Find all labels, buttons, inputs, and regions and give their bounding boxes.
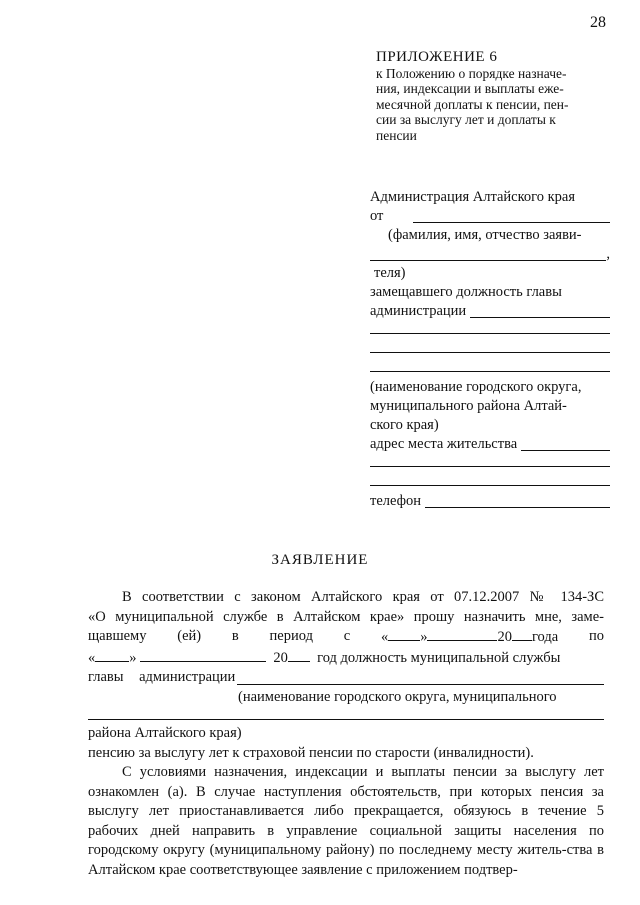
period-end-line	[88, 648, 604, 669]
district-caption: муниципального района Алтай-	[370, 398, 567, 414]
body-word: с	[343, 628, 351, 644]
applicant-name-field[interactable]	[413, 209, 610, 223]
statement-body	[88, 588, 604, 880]
address-line[interactable]	[370, 454, 610, 467]
page-number: 28	[590, 14, 606, 31]
district-caption-inline: (наименование городского округа, муниципального	[238, 688, 557, 705]
address-field[interactable]	[521, 437, 610, 451]
body-line: района Алтайского края)	[88, 725, 242, 741]
body-word: по	[588, 628, 604, 644]
end-day-field[interactable]	[95, 648, 129, 662]
appendix-line: к Положению о порядке назначе-	[376, 65, 567, 81]
phone-field[interactable]	[425, 494, 610, 508]
from-label: от	[370, 208, 384, 224]
fio-comma: ,	[606, 246, 610, 262]
appendix-line: сии за выслугу лет и доплаты к	[376, 112, 556, 127]
applicant-name-field-2[interactable]	[370, 247, 606, 261]
body-word: (ей)	[177, 628, 202, 644]
fio-caption: (фамилия, имя, отчество заяви-	[388, 227, 582, 243]
body-line: В соответствии с законом Алтайского края от 07.12.2007 № 134-ЗС	[122, 589, 604, 605]
quote-close: »	[129, 649, 137, 666]
end-month-field[interactable]	[140, 648, 266, 662]
body-paragraph: С условиями назначения, индексации и выплаты пенсии за выслугу лет ознакомлен (а). В случае наступления обстоятельств, при которых пенсия за выслугу лет приостанавливается либо прекращается, обязуюсь в течение 5 рабочих дней направить в управление социальной защиты населения по городскому округу (муниципальному району) по последнему месту житель-ства в Алтайском крае соответствующее заявление с приложением подтвер-	[88, 764, 604, 878]
address-line[interactable]	[370, 473, 610, 486]
body-word: года	[531, 629, 559, 645]
body-word: щавшему	[88, 628, 147, 644]
end-year-field[interactable]	[288, 648, 310, 662]
body-word: в	[231, 628, 239, 644]
position-line[interactable]	[370, 340, 610, 353]
body-line: пенсию за выслугу лет к страховой пенсии по старости (инвалидности).	[88, 744, 534, 761]
address-label: адрес места жительства	[370, 436, 518, 452]
phone-label: телефон	[370, 493, 422, 509]
appendix-block	[376, 50, 612, 143]
organization-name: Администрация Алтайского края	[370, 189, 576, 205]
position-field[interactable]	[470, 304, 610, 318]
district-caption: ского края)	[370, 417, 439, 433]
quote-open: «	[380, 629, 389, 645]
start-year-field[interactable]	[512, 627, 532, 641]
body-word: период	[269, 628, 313, 644]
year-prefix: 20	[273, 649, 288, 666]
body-line: «О муниципальной службе в Алтайском крае» прошу назначить мне, заме-	[88, 608, 604, 625]
district-name-line[interactable]	[88, 707, 604, 720]
body-line: главы администрации	[88, 669, 236, 685]
start-month-field[interactable]	[427, 627, 497, 641]
appendix-line: ния, индексации и выплаты еже-	[376, 81, 564, 96]
appendix-line: месячной доплаты к пенсии, пен-	[376, 96, 569, 112]
document-heading: ЗАЯВЛЕНИЕ	[271, 552, 369, 568]
position-line[interactable]	[370, 321, 610, 334]
quote-close: »	[420, 629, 428, 645]
district-name-field[interactable]	[237, 671, 604, 685]
year-prefix: 20	[497, 629, 512, 645]
body-line: год должность муниципальной службы	[317, 649, 561, 666]
position-line[interactable]	[370, 359, 610, 372]
addressee-block	[370, 188, 610, 511]
position-text: замещавшего должность главы	[370, 284, 562, 300]
position-text-2: администрации	[370, 303, 467, 319]
district-caption: (наименование городского округа,	[370, 379, 582, 395]
quote-open: «	[88, 649, 96, 666]
appendix-title: ПРИЛОЖЕНИЕ 6	[376, 49, 498, 65]
appendix-line: пенсии	[376, 127, 417, 143]
start-day-field[interactable]	[388, 627, 420, 641]
period-line	[88, 627, 604, 648]
fio-caption-end: теля)	[374, 265, 406, 281]
